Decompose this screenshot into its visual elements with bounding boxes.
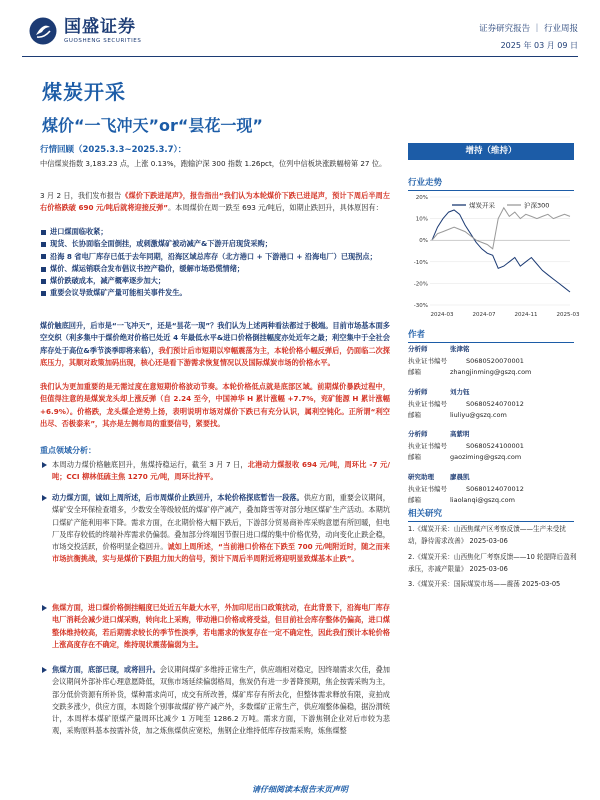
y-tick-label: 10% [415, 216, 428, 223]
cert-number: S0680520070001 [466, 356, 524, 365]
cert-number: S0680124070012 [466, 484, 524, 493]
industry-trend-chart [408, 193, 580, 320]
authors-title: 作者 [408, 330, 426, 340]
intro-highlight: 《煤价下跌进尾声》，报告指出“我们认为本轮煤价下跌已进尾声，预计下周后半周左右价格跌破 690 元/吨后就将迎接反弹” [40, 191, 390, 213]
thermal-coal-head: 动力煤方面，诚如上周所述，后市周煤价止跌回升，本轮价格探底暂告一段落。 [52, 493, 304, 502]
coking-coal-body: 会议期间煤矿多维持正常生产，供应端相对稳定，因终端需求欠佳，叠加会议期间外部补库心理意愿降低，双焦市场延续偏弱格局，焦炭仍有进一步普降预期，焦企按需采购为主，部分低价资源有所补货，煤种需求尚可，成交有所改善，煤矿库存有所去化，但整体需求释放有限，竞拍成交跌多涨少，供应方面，本周除个别事故煤矿停产减产外，多数煤矿正常生产，供应端整体偏稳，据汾渭统计，本周样本煤矿原煤产量周环比减少 1 万吨至 1286.2 万吨。需求方面，下游焦钢企业对后市较为悲观，采购原料基本按需补货，加之炼焦煤供应宽松，焦钢企业维持低库存按需采购，炼焦煤整 [52, 665, 390, 736]
reason-item: 重要会议导致煤矿产量可能相关事件发生。 [40, 287, 390, 299]
author-name: 廖晨凯 [450, 473, 470, 481]
y-tick-label: -30% [413, 303, 428, 309]
bottom-signal-text: 我们认为更加重要的是无需过度在意短期价格波动节奏。本轮价格低点就是底部区域。前期煤价暴跌过程中，但值得注意的是煤炭龙头却上涨反弹（自 2.24 至今，中国神华 H 累计涨幅 +7.7%，兖矿能源 H 累计涨幅 +6.9%）。价格跌，龙头煤企逆势上扬，表明说明市场对煤价下跌已有充分认识，属利空钝化。正所谓“利空出尽、否极泰来”，其亦是左侧布局的重要信号，紧要找。 [40, 382, 390, 428]
logo-mark-icon [28, 16, 58, 46]
intro-lead: 3 月 2 日，我们发布报告 [40, 191, 122, 200]
reason-item: 现货、长协面临全面倒挂，或刺激煤矿被动减产&下游开启现货采购； [40, 238, 390, 250]
thermal-coal-highlight: 诚如上周所述，“当前港口价格在下跌至 700 元/吨附近时，随之而来市场抗衡挑战，实与是煤价下跌阻力加大的信号，预计下周后半周附近将迎明显致煤基本止跌”。 [52, 542, 390, 564]
related-report-date: 2025-03-05 [521, 580, 561, 588]
import-coal-text: 焦煤方面，进口煤价格倒挂幅度已处近五年最大水平，外加印尼出口政策扰动，在此背景下，沿海电厂库存电厂消耗会减少进口煤采购，转向北上采购，带动港口价格或将受益，但目前社会库存整体仍偏高，进口煤整体维持较高，若后期需求较长的季节性淡季，若电需求的恢复存在一定不确定性，因此我们预计本轮价格上涨高度存在不确定，维持现状震荡偏弱为主。 [52, 603, 390, 649]
author-email: gaoziming@gszq.com [450, 453, 522, 462]
focus-paragraph [40, 459, 390, 484]
author-email: liaolanqi@gszq.com [450, 496, 515, 505]
outlook-lead: 煤价触底回升，后市是“一飞冲天”，还是“昙花一现”？我们认为上述两种看法都过于极端。目前市场基本面多空交织（利多集中于煤价绝对价格已处近 4 年最低水平&进口价格倒挂幅度亦处近年之最；利空集中于全社会库存处于高位&季节淡季即将来临）， [40, 321, 390, 355]
review-period: 行情回顾（2025.3.3~2025.3.7）： [40, 145, 187, 155]
series-line [432, 210, 570, 292]
intro-paragraph [40, 190, 390, 215]
reason-item: 进口煤面临收紧； [40, 226, 390, 238]
trend-heading [408, 176, 574, 191]
reason-item: 煤价、煤运销联合发布倡议书控产稳价，缓解市场恐慌情绪； [40, 263, 390, 275]
header-divider [22, 56, 578, 57]
reason-list [40, 226, 390, 300]
report-headline: 煤价“一飞冲天”or“昙花一现” [42, 116, 263, 135]
cert-label: 执业证书编号 [408, 441, 447, 450]
trend-chart-svg [408, 193, 580, 320]
y-tick-label: 0% [419, 238, 428, 245]
related-report-date: 2025-03-06 [469, 564, 508, 573]
author-role: 分析师 [408, 388, 428, 396]
author-role: 分析师 [408, 430, 428, 438]
coking-coal-head: 焦煤方面，底部已现，或将回升。 [52, 665, 160, 674]
cert-number: S0680524070012 [466, 399, 524, 408]
related-report[interactable] [408, 552, 578, 575]
email-label: 邮箱 [408, 496, 421, 505]
related-report[interactable] [408, 579, 578, 591]
x-tick-label: 2024-11 [514, 312, 538, 318]
author-block [408, 344, 578, 379]
outlook-paragraph [40, 320, 390, 369]
related-report-title[interactable]: 2.《煤炭开采：山西焦化厂考察反馈——10 轮提降后盈利承压，亦减产限量》 [408, 553, 577, 573]
cert-label: 执业证书编号 [408, 399, 447, 408]
related-heading [408, 507, 574, 522]
coking-coal-item [40, 664, 390, 738]
author-email: zhangjinming@gszq.com [450, 368, 532, 377]
related-report-title[interactable]: 3.《煤炭开采：国际煤炭市场——震荡 [408, 580, 520, 588]
author-name: 张津铭 [450, 345, 470, 353]
industry-title: 煤炭开采 [42, 80, 126, 104]
outlook-highlight: 我们预计后市短期以窄幅震荡为主，本轮价格小幅反弹后，仍面临二次探底压力，其顺对政策加码出现，核心还是看下游需求恢复情况以及国际煤炭市场的价格水平。 [40, 345, 390, 367]
review-text: 中信煤炭指数 3,183.23 点，上涨 0.13%，跑输沪深 300 指数 1.26pct，位列中信板块涨跌幅榜第 27 位。 [40, 159, 387, 168]
trend-title: 行业走势 [408, 178, 443, 188]
import-coal-item [40, 602, 390, 651]
thermal-coal-item [40, 492, 390, 566]
authors-heading [408, 328, 574, 343]
author-name: 刘力钰 [450, 388, 470, 396]
report-type: 证券研究报告 ｜ 行业周报 [479, 24, 578, 34]
legend-label-hs300: 沪深300 [524, 201, 550, 210]
x-tick-label: 2025-03 [556, 312, 580, 318]
email-label: 邮箱 [408, 453, 421, 462]
logo-name-cn: 国盛证券 [64, 16, 136, 37]
author-role: 研究助理 [408, 473, 434, 481]
report-header [0, 0, 600, 62]
series-line [432, 208, 570, 249]
focus-lead: 本周动力煤价格触底回升，焦煤持稳运行，截至 3 月 7 日， [52, 460, 248, 469]
report-date: 2025 年 03 月 09 日 [500, 41, 578, 50]
email-label: 邮箱 [408, 411, 421, 420]
cert-label: 执业证书编号 [408, 484, 447, 493]
reason-item: 沿海 8 省电厂库存已低于去年同期，沿海区域总库存（北方港口 + 下游港口 + 沿海电厂）已现拐点； [40, 251, 390, 263]
x-tick-label: 2024-03 [430, 312, 454, 318]
author-block [408, 387, 578, 422]
y-tick-label: 20% [415, 195, 428, 201]
focus-section-title: 重点领域分析： [40, 446, 96, 455]
y-tick-label: -20% [413, 281, 428, 288]
rating-badge: 增持（维持） [408, 143, 574, 160]
bottom-signal-paragraph [40, 381, 390, 430]
focus-highlight: 北港动力煤报收 694 元/吨，周环比 -7 元/吨；CCI 柳林低硫主焦 1270 元/吨，周环比持平。 [52, 460, 390, 482]
author-block [408, 472, 578, 507]
y-tick-label: -10% [413, 259, 428, 266]
related-report-title[interactable]: 1.《煤炭开采：山西焦煤产区考察反馈——生产未受扰动，静待需求改善》 [408, 525, 566, 545]
logo-name-en: GUOSHENG SECURITIES [64, 37, 142, 44]
related-title: 相关研究 [408, 509, 443, 519]
author-name: 高紫明 [450, 430, 470, 438]
thermal-coal-body: 供应方面，重要会议期间，煤矿安全环保检查增多，少数安全等级较低的煤矿停产减产，叠加降雪等对部分地区煤矿生产活动。本期坑口煤矿产能利用率下降。需求方面，在北期价格大幅下跌后，下游部分贸易商补库采购意愿有所回暖，但电厂及库存较低的终端补库需求仍偏弱。叠加部分终端因节假日进口煤的集中价格优势，动向变化止跌企稳，市场交投活跃，价格明显企稳回升。 [52, 493, 390, 552]
cert-number: S0680524100001 [466, 441, 524, 450]
related-report[interactable] [408, 524, 578, 547]
author-role: 分析师 [408, 345, 428, 353]
company-logo [28, 16, 141, 46]
legend-label-coal: 煤炭开采 [469, 201, 495, 210]
cert-label: 执业证书编号 [408, 356, 447, 365]
email-label: 邮箱 [408, 368, 421, 377]
author-email: liuliyu@gszq.com [450, 411, 507, 420]
related-report-date: 2025-03-06 [469, 536, 508, 545]
intro-tail: 。本周煤价在周一跌至 693 元/吨后，如期止跌回升，具体原因有： [167, 203, 383, 213]
reason-item: 煤价跌破成本，减产概率逐步加大； [40, 275, 390, 287]
author-block [408, 429, 578, 464]
x-tick-label: 2024-07 [472, 312, 496, 318]
page-footer: 请仔细阅读本报告末页声明 [252, 785, 348, 794]
